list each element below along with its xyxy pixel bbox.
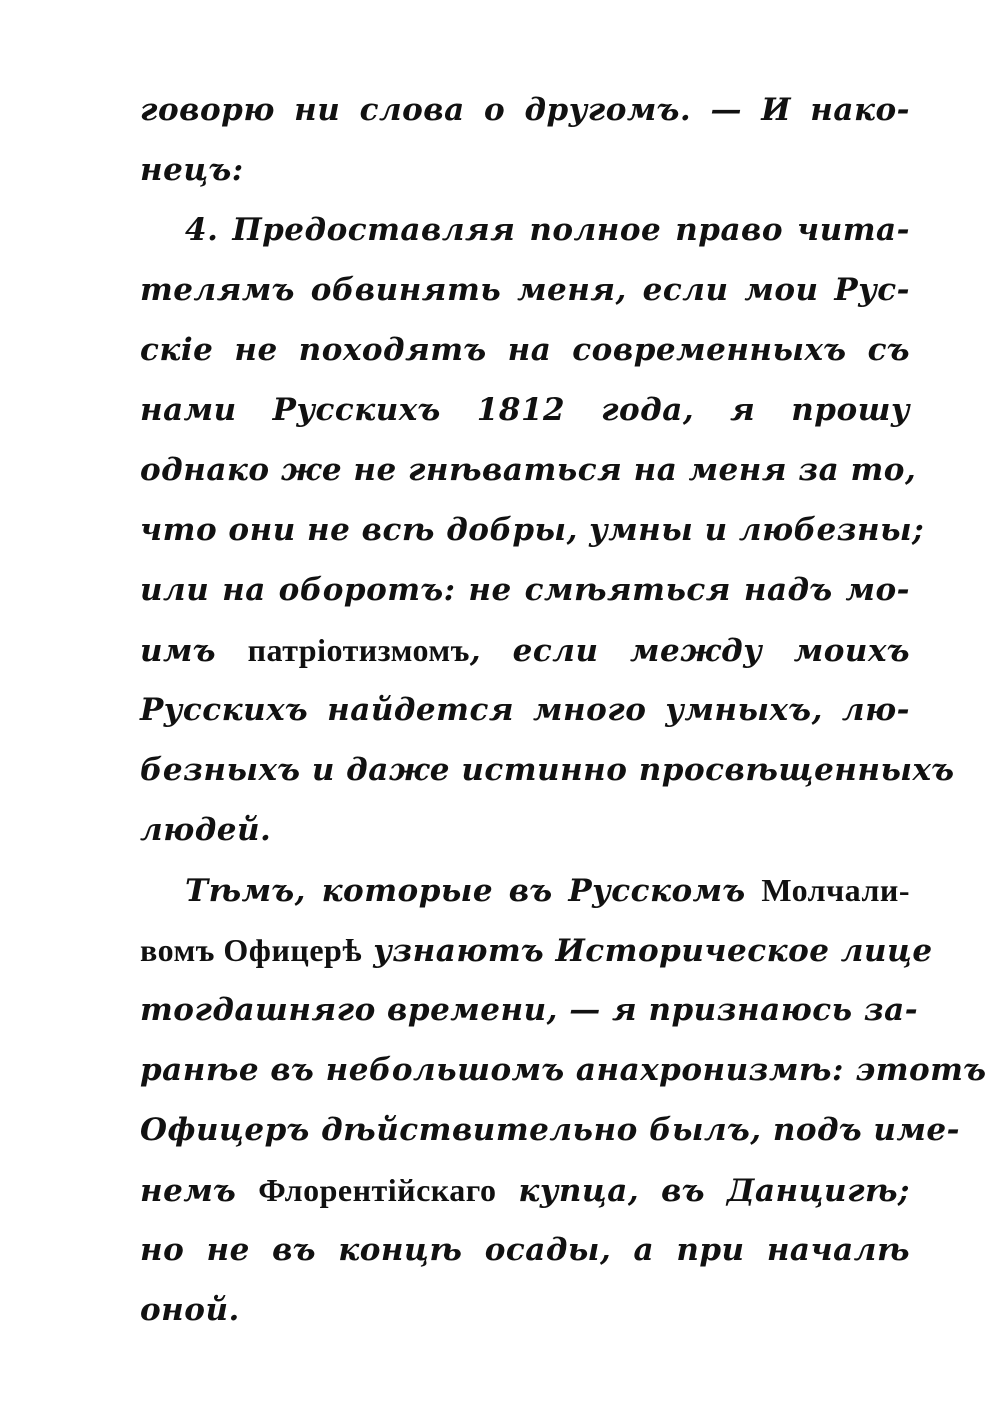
text-segment: но не въ концѣ осады, а при началѣ: [140, 1232, 910, 1268]
text-line: [140, 440, 917, 500]
text-segment: Тѣмъ, которые въ Русскомъ: [185, 873, 762, 909]
text-segment: Русскихъ найдется много умныхъ, лю-: [140, 692, 910, 728]
text-line: [140, 260, 910, 320]
text-segment: людей.: [140, 812, 272, 848]
text-segment: вомъ Офицерѣ: [140, 932, 363, 968]
text-segment: ранѣе въ небольшомъ анахронизмѣ: этотъ: [140, 1052, 987, 1088]
text-line: [140, 380, 910, 440]
text-segment: что они не всѣ добры, умны и любезны;: [140, 512, 925, 548]
text-line: [140, 740, 955, 800]
text-line: [140, 320, 910, 380]
text-segment: говорю ни слова о другомъ. — И нако-: [140, 92, 910, 128]
text-segment: купца, въ Данцигѣ;: [496, 1173, 910, 1209]
text-segment: немъ: [140, 1173, 259, 1209]
text-line: [140, 1040, 987, 1100]
book-page-text: [140, 80, 987, 1340]
text-line: [140, 560, 910, 620]
text-line: [140, 80, 910, 140]
text-line: [140, 800, 910, 860]
text-line: [140, 140, 910, 200]
text-segment: оной.: [140, 1292, 240, 1328]
text-line: [140, 680, 910, 740]
text-line: [140, 920, 933, 980]
text-segment: тогдашняго времени, — я признаюсь за-: [140, 992, 919, 1028]
text-segment: однако же не гнѣваться на меня за то,: [140, 452, 917, 488]
text-line: [140, 1100, 961, 1160]
text-segment: нами Русскихъ 1812 года, я прошу: [140, 392, 910, 428]
text-segment: безныхъ и даже истинно просвѣщенныхъ: [140, 752, 955, 788]
text-segment: или на оборотъ: не смѣяться надъ мо-: [140, 572, 910, 608]
text-segment: Офицеръ дѣйствительно былъ, подъ име-: [140, 1112, 961, 1148]
text-line: [140, 1220, 910, 1280]
text-segment: 4. Предоставляя полное право чита-: [185, 212, 910, 248]
text-line: [140, 860, 910, 920]
text-segment: скіе не походятъ на современныхъ съ: [140, 332, 910, 368]
text-line: [140, 980, 919, 1040]
text-segment: , если между моихъ: [469, 633, 910, 669]
text-segment: Молчали-: [761, 872, 910, 908]
text-line: [140, 1280, 910, 1340]
text-line: [140, 200, 910, 260]
text-line: [140, 500, 925, 560]
text-segment: имъ: [140, 633, 248, 669]
text-segment: нецъ:: [140, 152, 244, 188]
text-line: [140, 1160, 910, 1220]
text-line: [140, 620, 910, 680]
text-segment: Флорентійскаго: [258, 1172, 497, 1208]
text-segment: телямъ обвинять меня, если мои Рус-: [140, 272, 910, 308]
text-segment: узнаютъ Историческое лице: [362, 933, 933, 969]
text-segment: патріотизмомъ: [247, 632, 470, 668]
